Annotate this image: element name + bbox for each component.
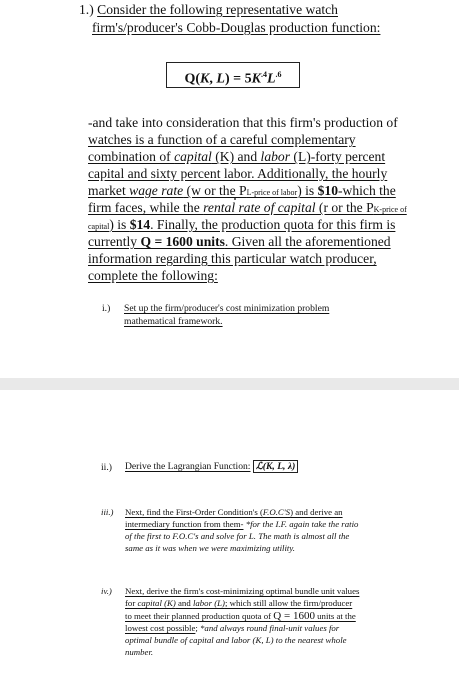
part-iii-number: iii.) — [101, 507, 114, 517]
para-line-3: combination of capital (K) and labor (L)-forty percent — [88, 149, 386, 164]
question-title-line-2: firm's/producer's Cobb-Douglas production function: — [92, 20, 381, 35]
part-i-line-1: Set up the firm/producer's cost minimization problem — [124, 303, 330, 314]
part-iv-line-2: for capital (K) and labor (L); which still allow the firm/producer — [125, 598, 353, 608]
para-line-8: currently Q = 1600 units. Given all the aforementioned — [88, 234, 391, 249]
para-line-1: -and take into consideration that this firm's production of — [88, 115, 398, 130]
part-iv-line-4: lowest cost possible; *and always round final-unit values for — [125, 623, 340, 633]
part-iii-line-3: of the first to F.O.C's and solve for L. The math is almost all the — [125, 531, 350, 541]
para-line-10: complete the following: — [88, 268, 218, 283]
part-iii-line-2: intermediary function from them- *for the I.F. again take the ratio — [125, 519, 359, 529]
part-i-line-2: mathematical framework. — [124, 316, 223, 327]
part-iii-line-4: same as it was when we were maximizing utility. — [125, 543, 295, 553]
part-i-number: i.) — [102, 303, 111, 314]
para-line-9: information regarding this particular watch producer, — [88, 251, 377, 266]
para-line-6: firm faces, while the rental rate of capital (r or the PK-price of — [88, 200, 407, 215]
production-function-box: Q(K, $L) = 5K^{.4}L^{.6}$ — [166, 62, 300, 88]
para-line-4: capital and sixty percent labor. Additionally, the hourly — [88, 166, 388, 181]
part-iv-line-6: number. — [125, 647, 154, 657]
para-line-7: capital) is $14. Finally, the production quota for this firm is — [88, 217, 396, 232]
para-line-2: watches is a function of a careful complementary — [88, 132, 356, 147]
question-number: 1.) — [79, 2, 94, 17]
lagrangian-box: ℒ(K, L, λ) — [253, 460, 298, 473]
part-iv-line-5: optimal bundle of capital and labor (K, L) to the nearest whole — [125, 635, 347, 645]
question-title-text: Consider the following representative watch — [97, 2, 338, 17]
part-ii-line — [125, 460, 298, 473]
stray-dot — [234, 198, 236, 200]
page-two — [0, 390, 459, 700]
part-ii-number: ii.) — [101, 462, 112, 473]
para-line-5: market wage rate (w or the PL-price of labor) is $10-which the — [88, 183, 396, 198]
part-iv-line-1: Next, derive the firm's cost-minimizing optimal bundle unit values — [125, 586, 360, 596]
part-ii-text: Derive the Lagrangian Function: — [125, 461, 251, 472]
question-title-line-1 — [79, 2, 338, 18]
part-iv-line-3: to meet their planned production quota of Q = 1600 units at the — [125, 610, 356, 622]
part-iv-number: iv.) — [101, 586, 112, 596]
part-iii-line-1: Next, find the First-Order Condition's (F.O.C'S) and derive an — [125, 507, 343, 517]
